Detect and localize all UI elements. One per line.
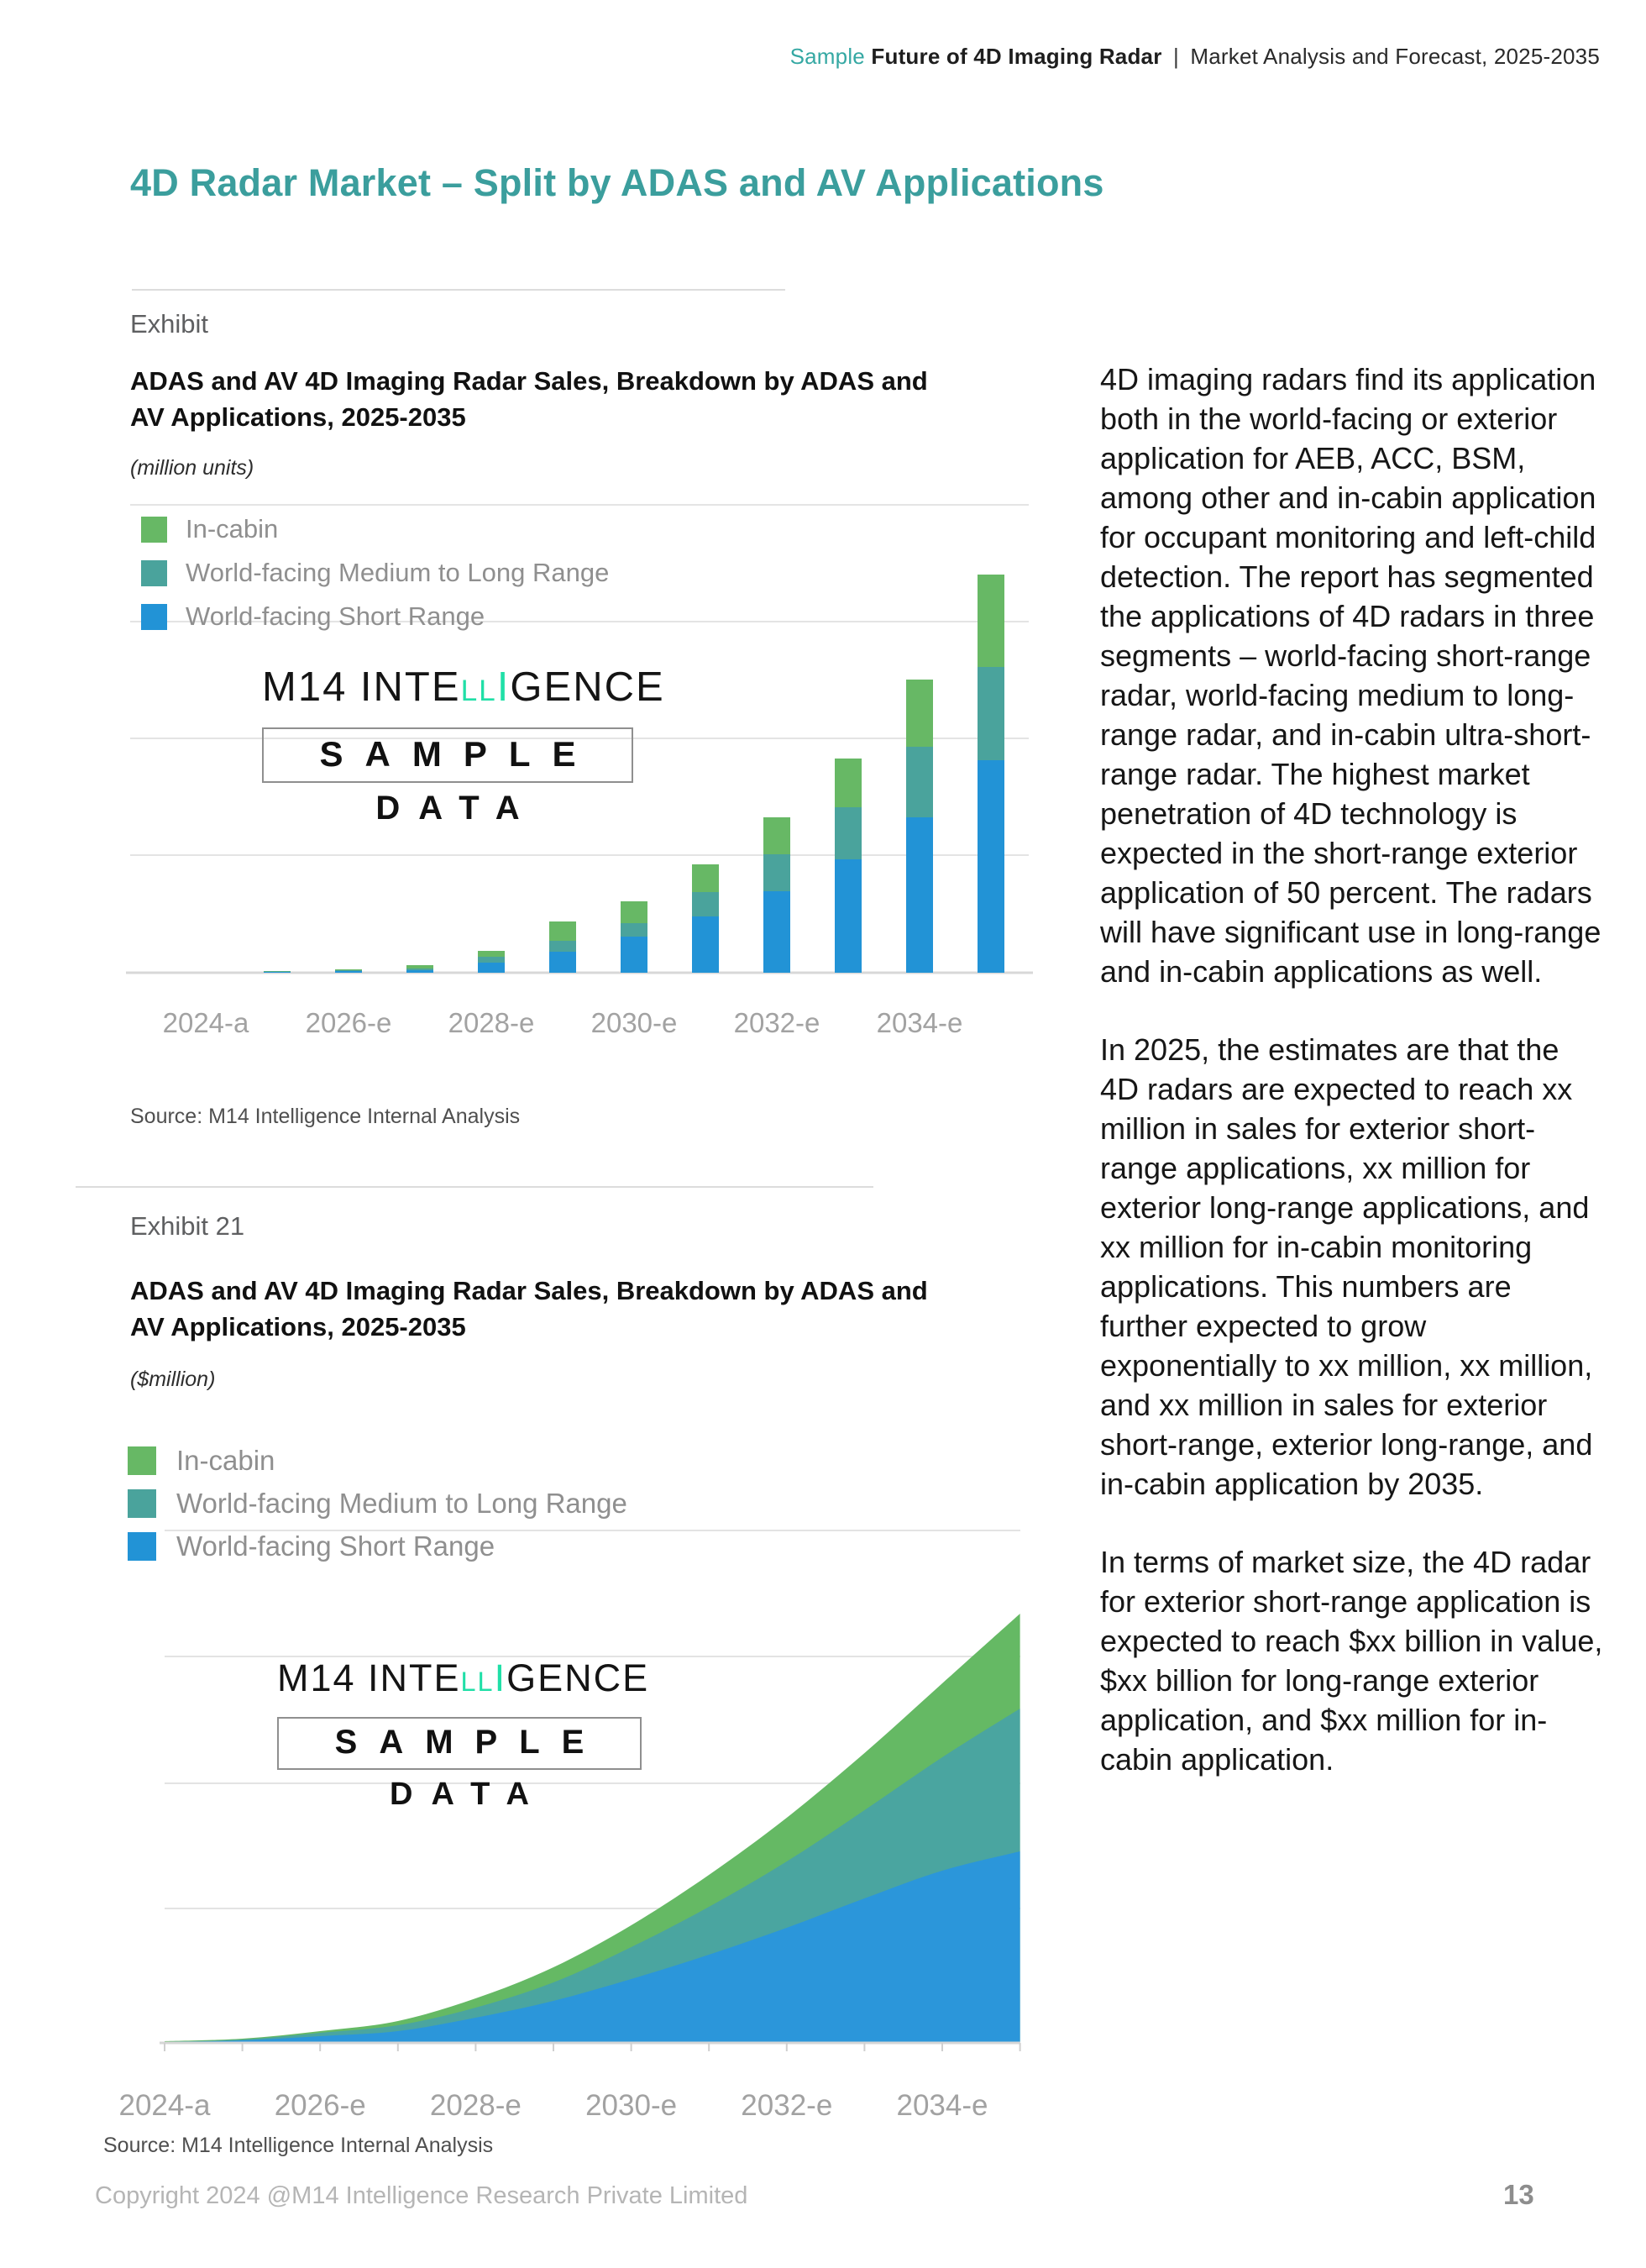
bar-segment xyxy=(692,892,719,916)
bar-segment xyxy=(549,921,576,941)
bar-segment xyxy=(478,957,505,963)
m14-intelligence-logo: M14 INTELLIGENCE xyxy=(262,664,665,710)
bar-segment xyxy=(264,972,291,973)
data-label: DATA xyxy=(375,790,538,827)
bar-segment xyxy=(264,971,291,972)
bar-segment xyxy=(835,759,862,807)
bar-segment xyxy=(906,680,933,747)
header-report-title: Future of 4D Imaging Radar xyxy=(871,44,1162,69)
sample-data-watermark xyxy=(277,1656,650,1813)
sample-data-watermark xyxy=(262,664,665,827)
header-subtitle: Market Analysis and Forecast, 2025-2035 xyxy=(1190,44,1600,69)
medium-long-range-swatch-icon xyxy=(141,560,167,586)
page-title: 4D Radar Market – Split by ADAS and AV Applications xyxy=(130,161,1104,204)
divider-line xyxy=(76,1186,873,1188)
x-tick-label: 2034-e xyxy=(876,1007,963,1038)
x-tick-label: 2034-e xyxy=(896,2089,988,2122)
short-range-swatch-icon xyxy=(141,604,167,630)
bar-segment xyxy=(335,969,362,970)
analysis-text-column xyxy=(1100,360,1604,1818)
bar-segment xyxy=(549,941,576,952)
bar-segment xyxy=(763,854,790,891)
legend-item-in-cabin: In-cabin xyxy=(141,514,609,544)
x-tick-label: 2032-e xyxy=(741,2089,833,2122)
legend-item-short-range: World-facing Short Range xyxy=(128,1530,627,1562)
page-number: 13 xyxy=(1503,2179,1534,2210)
exhibit1-label: Exhibit xyxy=(130,309,209,339)
in-cabin-swatch-icon xyxy=(128,1446,156,1475)
bar-segment xyxy=(549,952,576,973)
x-tick-label: 2026-e xyxy=(274,2089,366,2122)
bar-segment xyxy=(621,937,647,973)
bar-segment xyxy=(406,970,433,973)
bar-segment xyxy=(763,891,790,973)
x-tick-label: 2028-e xyxy=(429,2089,522,2122)
exhibit2-source: Source: M14 Intelligence Internal Analysis xyxy=(103,2134,494,2157)
x-tick-label: 2030-e xyxy=(585,2089,678,2122)
legend-item-in-cabin: In-cabin xyxy=(128,1445,627,1477)
bar-segment xyxy=(906,817,933,973)
x-tick-label: 2024-a xyxy=(118,2089,211,2122)
analysis-paragraph: In 2025, the estimates are that the 4D radars are expected to reach xx million in sales for exterior short-range applications, xx million for exterior long-range applications, and xx million for in-cabin monitoring applications. This numbers are further expected to grow exponentially to xx million, xx million, and xx million in sales for exterior short-range, exterior long-range, and in-cabin application by 2035. xyxy=(1100,1032,1593,1501)
short-range-swatch-icon xyxy=(128,1532,156,1561)
x-tick-label: 2028-e xyxy=(448,1007,535,1038)
legend-item-medium-long-range: World-facing Medium to Long Range xyxy=(128,1488,627,1520)
header-separator: | xyxy=(1172,44,1179,69)
m14-intelligence-logo: M14 INTELLIGENCE xyxy=(277,1656,650,1699)
analysis-paragraph: 4D imaging radars find its application both in the world-facing or exterior application for AEB, ACC, BSM, among other and in-cabin application for occupant monitoring and left-child detection. The report has segmented the applications of 4D radars in three segments – world-facing short-range radar, world-facing medium to long-range radar, and in-cabin ultra-short-range radar. The highest market penetration of 4D technology is expected in the short-range exterior application of 50 percent. The radars will have significant use in long-range and in-cabin applications as well. xyxy=(1100,362,1601,989)
bar-segment xyxy=(835,807,862,859)
bar-segment xyxy=(406,965,433,969)
bar-segment xyxy=(692,864,719,892)
in-cabin-swatch-icon xyxy=(141,517,167,543)
data-label: DATA xyxy=(390,1777,548,1812)
bar-segment xyxy=(406,969,433,970)
header-sample-tag: Sample xyxy=(789,44,865,69)
medium-long-range-swatch-icon xyxy=(128,1489,156,1518)
sample-label: SAMPLE xyxy=(262,727,633,783)
legend-item-medium-long-range: World-facing Medium to Long Range xyxy=(141,558,609,588)
bar-segment xyxy=(978,760,1004,973)
value-area-chart xyxy=(92,1512,1067,2146)
bar-segment xyxy=(692,916,719,973)
exhibit2-title: ADAS and AV 4D Imaging Radar Sales, Breakdown by ADAS and AV Applications, 2025-2035 xyxy=(130,1276,928,1341)
analysis-paragraph: In terms of market size, the 4D radar for exterior short-range application is expected to reach $xx billion in value, $xx billion for long-range exterior application, and $xx million for in-cabin application. xyxy=(1100,1545,1603,1777)
chart2-legend xyxy=(128,1445,627,1573)
bar-segment xyxy=(835,859,862,973)
bar-segment xyxy=(978,667,1004,760)
exhibit2-units-note: ($million) xyxy=(130,1368,216,1391)
exhibit2-label: Exhibit 21 xyxy=(130,1211,245,1241)
divider-line xyxy=(132,289,785,291)
sample-label: SAMPLE xyxy=(277,1717,642,1770)
exhibit1-units-note: (million units) xyxy=(130,456,254,480)
bar-segment xyxy=(621,901,647,923)
bar-segment xyxy=(335,971,362,973)
bar-segment xyxy=(763,817,790,854)
copyright-notice: Copyright 2024 @M14 Intelligence Research Private Limited xyxy=(95,2182,748,2209)
bar-segment xyxy=(335,970,362,971)
page-header xyxy=(790,44,1600,70)
x-tick-label: 2026-e xyxy=(305,1007,392,1038)
chart1-legend xyxy=(141,514,609,645)
bar-segment xyxy=(978,575,1004,667)
x-tick-label: 2024-a xyxy=(162,1007,249,1038)
legend-item-short-range: World-facing Short Range xyxy=(141,601,609,632)
x-tick-label: 2032-e xyxy=(733,1007,820,1038)
bar-segment xyxy=(478,963,505,973)
bar-segment xyxy=(906,747,933,817)
x-tick-label: 2030-e xyxy=(590,1007,678,1038)
exhibit1-source: Source: M14 Intelligence Internal Analysis xyxy=(130,1105,521,1128)
bar-segment xyxy=(621,923,647,937)
exhibit1-title: ADAS and AV 4D Imaging Radar Sales, Breakdown by ADAS and AV Applications, 2025-2035 xyxy=(130,366,928,432)
bar-segment xyxy=(478,951,505,957)
bar-segment xyxy=(264,972,291,973)
